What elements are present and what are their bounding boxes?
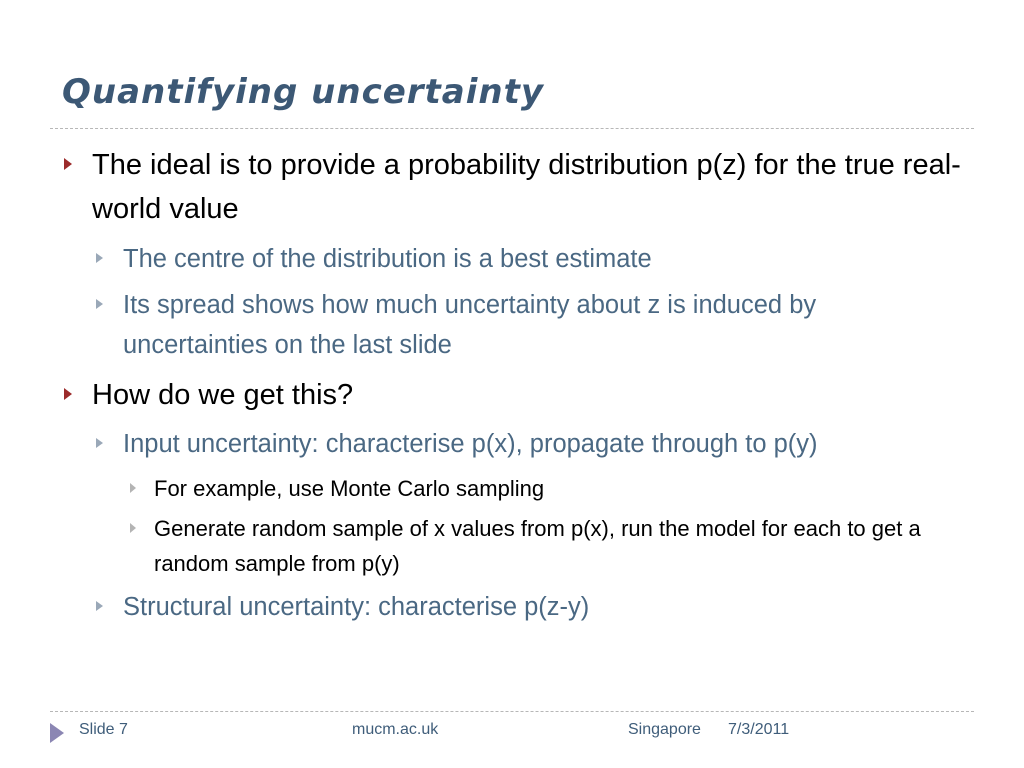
sub-bullet-arrow-icon xyxy=(96,253,103,263)
title-divider xyxy=(50,128,974,129)
sub-sub-bullet-arrow-icon xyxy=(130,483,136,493)
sub-bullet-item xyxy=(123,239,963,279)
footer-date: 7/3/2011 xyxy=(728,721,790,738)
footer-location: Singapore xyxy=(628,721,701,738)
sub-bullet-item xyxy=(123,424,963,464)
sub-sub-bullet-item xyxy=(154,511,944,581)
sub-bullet-item xyxy=(123,587,963,627)
sub-bullet-text: Input uncertainty: characterise p(x), propagate through to p(y) xyxy=(123,430,818,458)
bullet-item xyxy=(92,143,962,231)
slide-title: Quantifying uncertainty xyxy=(62,72,545,112)
bullet-text: The ideal is to provide a probability distribution p(z) for the true real-world value xyxy=(92,149,961,225)
bullet-item xyxy=(92,373,962,417)
sub-bullet-text: The centre of the distribution is a best estimate xyxy=(123,245,652,273)
sub-sub-bullet-item xyxy=(154,471,944,506)
sub-bullet-text: Structural uncertainty: characterise p(z-y) xyxy=(123,593,590,621)
sub-bullet-arrow-icon xyxy=(96,438,103,448)
sub-bullet-arrow-icon xyxy=(96,601,103,611)
sub-sub-bullet-arrow-icon xyxy=(130,523,136,533)
footer-website: mucm.ac.uk xyxy=(352,721,439,738)
sub-sub-bullet-text: Generate random sample of x values from p(x), run the model for each to get a random sample from p(y) xyxy=(154,516,921,576)
footer-divider xyxy=(50,711,974,712)
bullet-arrow-icon xyxy=(64,388,72,400)
bullet-arrow-icon xyxy=(64,158,72,170)
sub-bullet-arrow-icon xyxy=(96,299,103,309)
sub-bullet-item xyxy=(123,285,963,365)
bullet-text: How do we get this? xyxy=(92,379,354,411)
footer-slide-number: Slide 7 xyxy=(79,721,128,738)
sub-sub-bullet-text: For example, use Monte Carlo sampling xyxy=(154,476,545,501)
sub-bullet-text: Its spread shows how much uncertainty about z is induced by uncertainties on the last slide xyxy=(123,291,817,359)
footer-arrow-icon xyxy=(50,723,64,743)
